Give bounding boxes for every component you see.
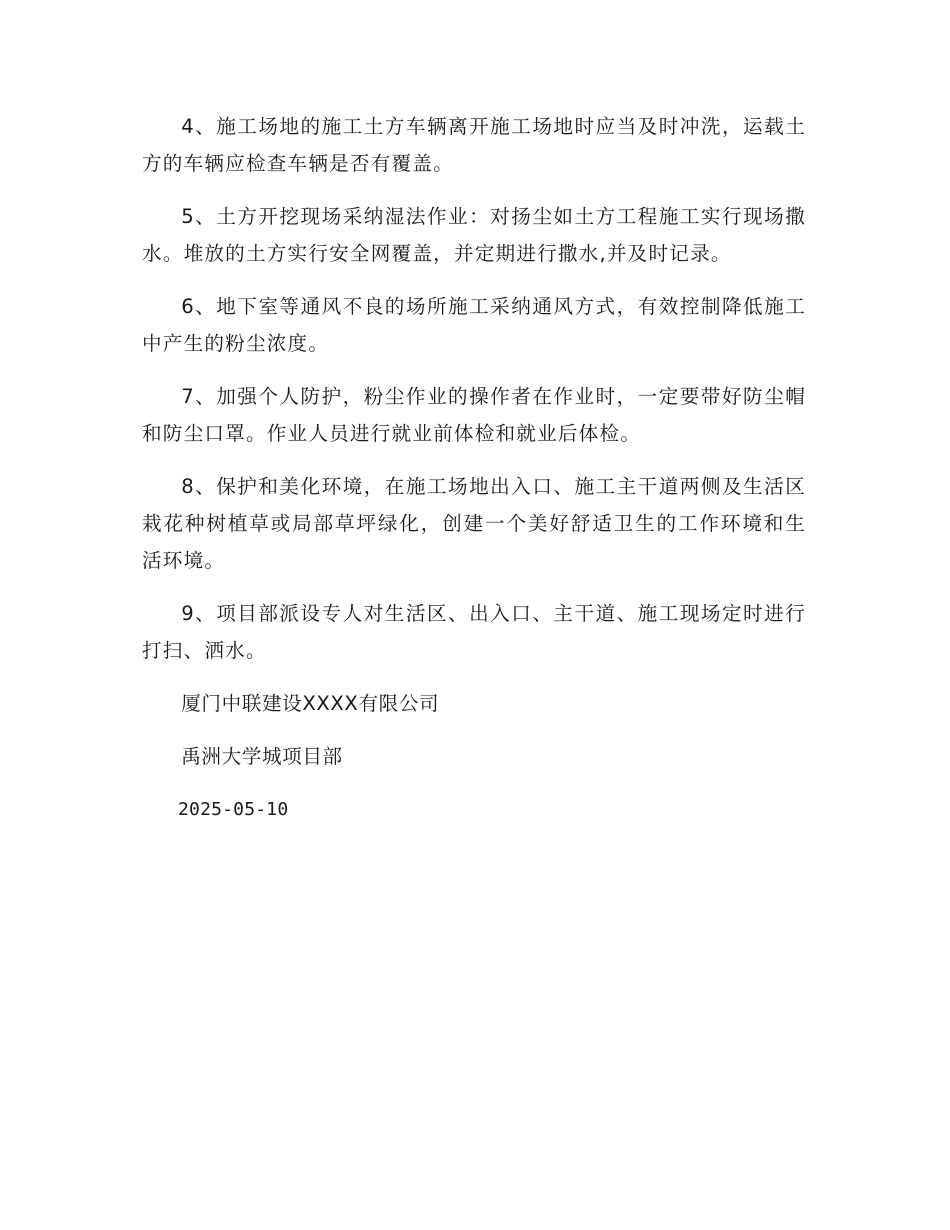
paragraph-item-6: 6、地下室等通风不良的场所施工采纳通风方式，有效控制降低施工中产生的粉尘浓度。 bbox=[142, 295, 806, 355]
document-body bbox=[142, 108, 806, 844]
paragraph-item-4: 4、施工场地的施工土方车辆离开施工场地时应当及时冲洗，运载土方的车辆应检查车辆是否有覆盖。 bbox=[142, 115, 806, 175]
paragraph-item-5: 5、土方开挖现场采纳湿法作业：对扬尘如土方工程施工实行现场撒水。堆放的土方实行安全网覆盖，并定期进行撒水,并及时记录。 bbox=[142, 205, 806, 265]
signature-department: 禹洲大学城项目部 bbox=[181, 745, 343, 768]
paragraph-item-7: 7、加强个人防护，粉尘作业的操作者在作业时，一定要带好防尘帽和防尘口罩。作业人员进行就业前体检和就业后体检。 bbox=[142, 385, 806, 445]
paragraph-item-9: 9、项目部派设专人对生活区、出入口、主干道、施工现场定时进行打扫、洒水。 bbox=[142, 602, 806, 662]
paragraph-item-8: 8、保护和美化环境，在施工场地出入口、施工主干道两侧及生活区栽花种树植草或局部草坪绿化，创建一个美好舒适卫生的工作环境和生活环境。 bbox=[142, 475, 806, 572]
signature-date: 2025-05-10 bbox=[178, 799, 289, 820]
signature-company: 厦门中联建设XXXX有限公司 bbox=[181, 692, 440, 715]
